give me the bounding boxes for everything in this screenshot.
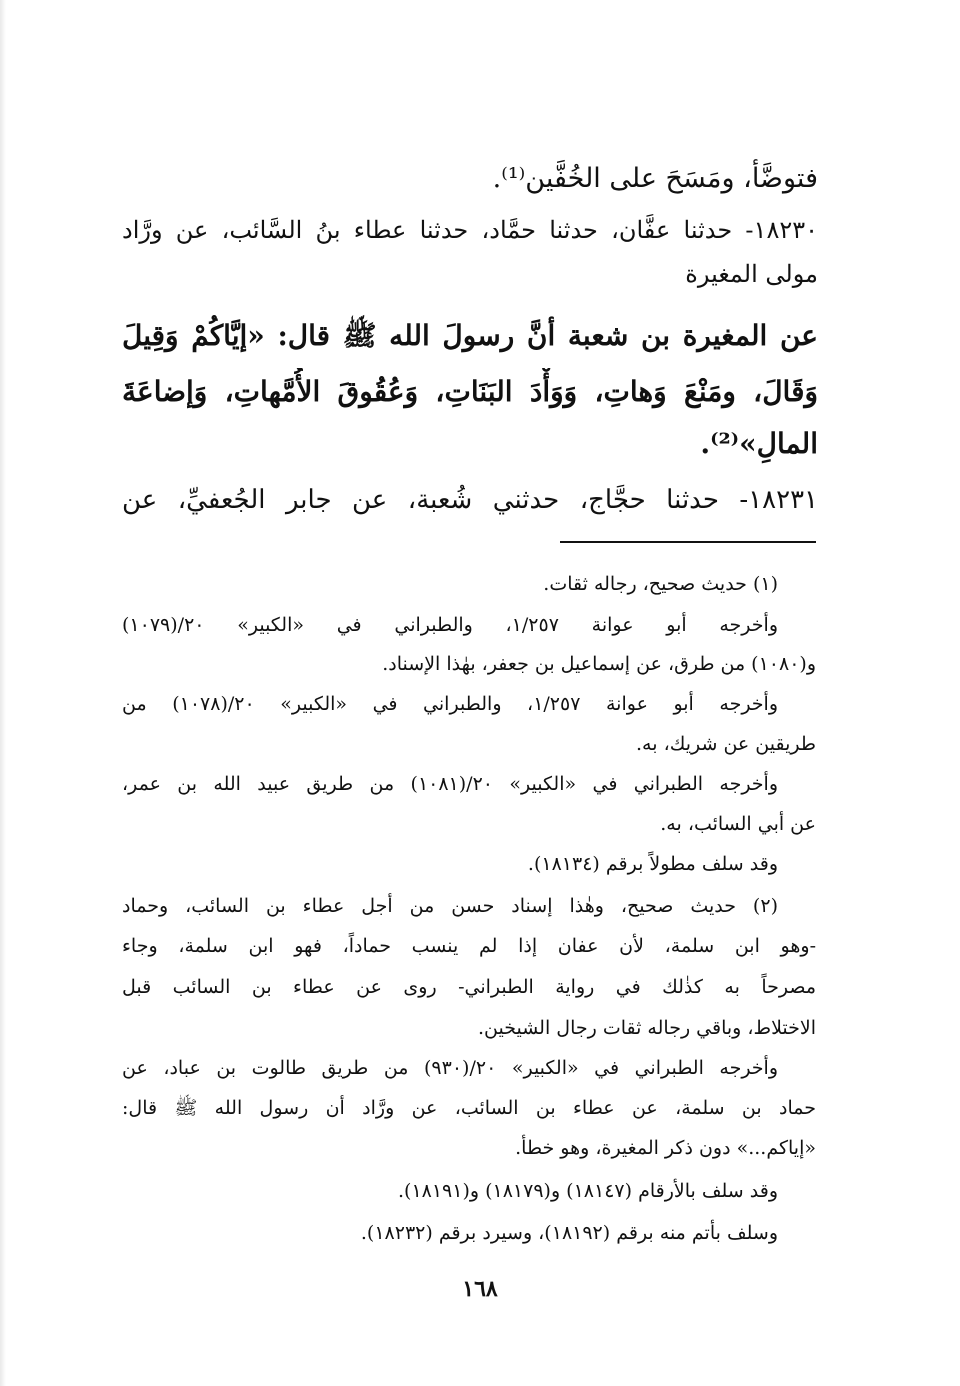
footnote-line-12: الاختلاط، وباقي رجاله ثقات رجال الشيخين. bbox=[477, 1017, 816, 1039]
main-text-line-3: مولى المغيرة bbox=[685, 260, 818, 288]
page-edge-shadow bbox=[0, 0, 6, 1386]
main-text-line-6: المالِ»⁽²⁾. bbox=[700, 427, 818, 460]
footnote-line-14: حماد بن سلمة، عن عطاء بن السائب، عن ورَّاد أن رسول الله ﷺ قال: bbox=[122, 1097, 816, 1119]
footnote-line-10: -وهو ابن سلمة، لأن عفان إذا لم ينسب حماداً، فهو ابن سلمة، وجاء bbox=[122, 935, 816, 957]
footnote-line-9: (٢) حديث صحيح، وهٰذا إسناد حسن من أجل عطاء بن السائب، وحماد bbox=[122, 895, 778, 917]
footnote-line-6: وأخرجه الطبراني في «الكبير» ٢٠/(١٠٨١) من طريق عبيد الله بن عمر، bbox=[122, 773, 778, 795]
footnote-line-16: وقد سلف بالأرقام (١٨١٤٧) و(١٨١٧٩) و(١٨١٩١). bbox=[397, 1180, 778, 1202]
footnote-line-5: طريقين عن شريك، به. bbox=[636, 733, 816, 755]
main-text-line-2: ١٨٢٣٠- حدثنا عفَّان، حدثنا حمَّاد، حدثنا عطاء بنُ السَّائب، عن ورَّاد bbox=[122, 216, 818, 244]
main-text-line-5: وَقَالَ، ومَنْعَ وَهاتِ، وَوَأْدَ البَنَاتِ، وَعُقُوقَ الأُمَّهاتِ، وَإضاعَةَ bbox=[122, 375, 818, 408]
page-number: ١٦٨ bbox=[462, 1276, 498, 1302]
main-text-line-7: ١٨٢٣١- حدثنا حجَّاج، حدثني شُعبة، عن جابر الجُعفيِّ، عن bbox=[122, 485, 818, 515]
footnote-line-8: وقد سلف مطولاً برقم (١٨١٣٤). bbox=[527, 853, 778, 875]
footnote-line-4: وأخرجه أبو عوانة ١/٢٥٧، والطبراني في «الكبير» ٢٠/(١٠٧٨) من bbox=[122, 693, 778, 715]
footnote-line-7: عن أبي السائب، به. bbox=[660, 813, 816, 835]
main-text-line-1: فتوضَّأ، ومَسَحَ على الخُفَّين⁽¹⁾. bbox=[492, 163, 818, 194]
footnote-line-3: و(١٠٨٠) من طرق، عن إسماعيل بن جعفر، بهٰذا الإسناد. bbox=[382, 653, 816, 675]
footnote-line-13: وأخرجه الطبراني في «الكبير» ٢٠/(٩٣٠) من طريق طالوت بن عباد، عن bbox=[122, 1057, 778, 1079]
main-text-line-4: عن المغيرة بن شعبة أنَّ رسولَ الله ﷺ قال: «إيَّاكُمْ وَقِيلَ bbox=[122, 319, 818, 352]
footnote-line-1: (١) حديث صحيح، رجاله ثقات. bbox=[543, 573, 778, 595]
footnote-line-15: «إياكم...» دون ذكر المغيرة، وهو خطأ. bbox=[515, 1137, 816, 1159]
footnote-line-11: مصرحاً به كذٰلك في رواية الطبراني- روى عن عطاء بن السائب قبل bbox=[122, 976, 816, 998]
footnote-line-2: وأخرجه أبو عوانة ١/٢٥٧، والطبراني في «الكبير» ٢٠/(١٠٧٩) bbox=[122, 614, 778, 636]
footnote-line-17: وسلف بأتم منه برقم (١٨١٩٢)، وسيرد برقم (١٨٢٣٢). bbox=[360, 1222, 778, 1244]
footnote-separator bbox=[560, 541, 816, 543]
